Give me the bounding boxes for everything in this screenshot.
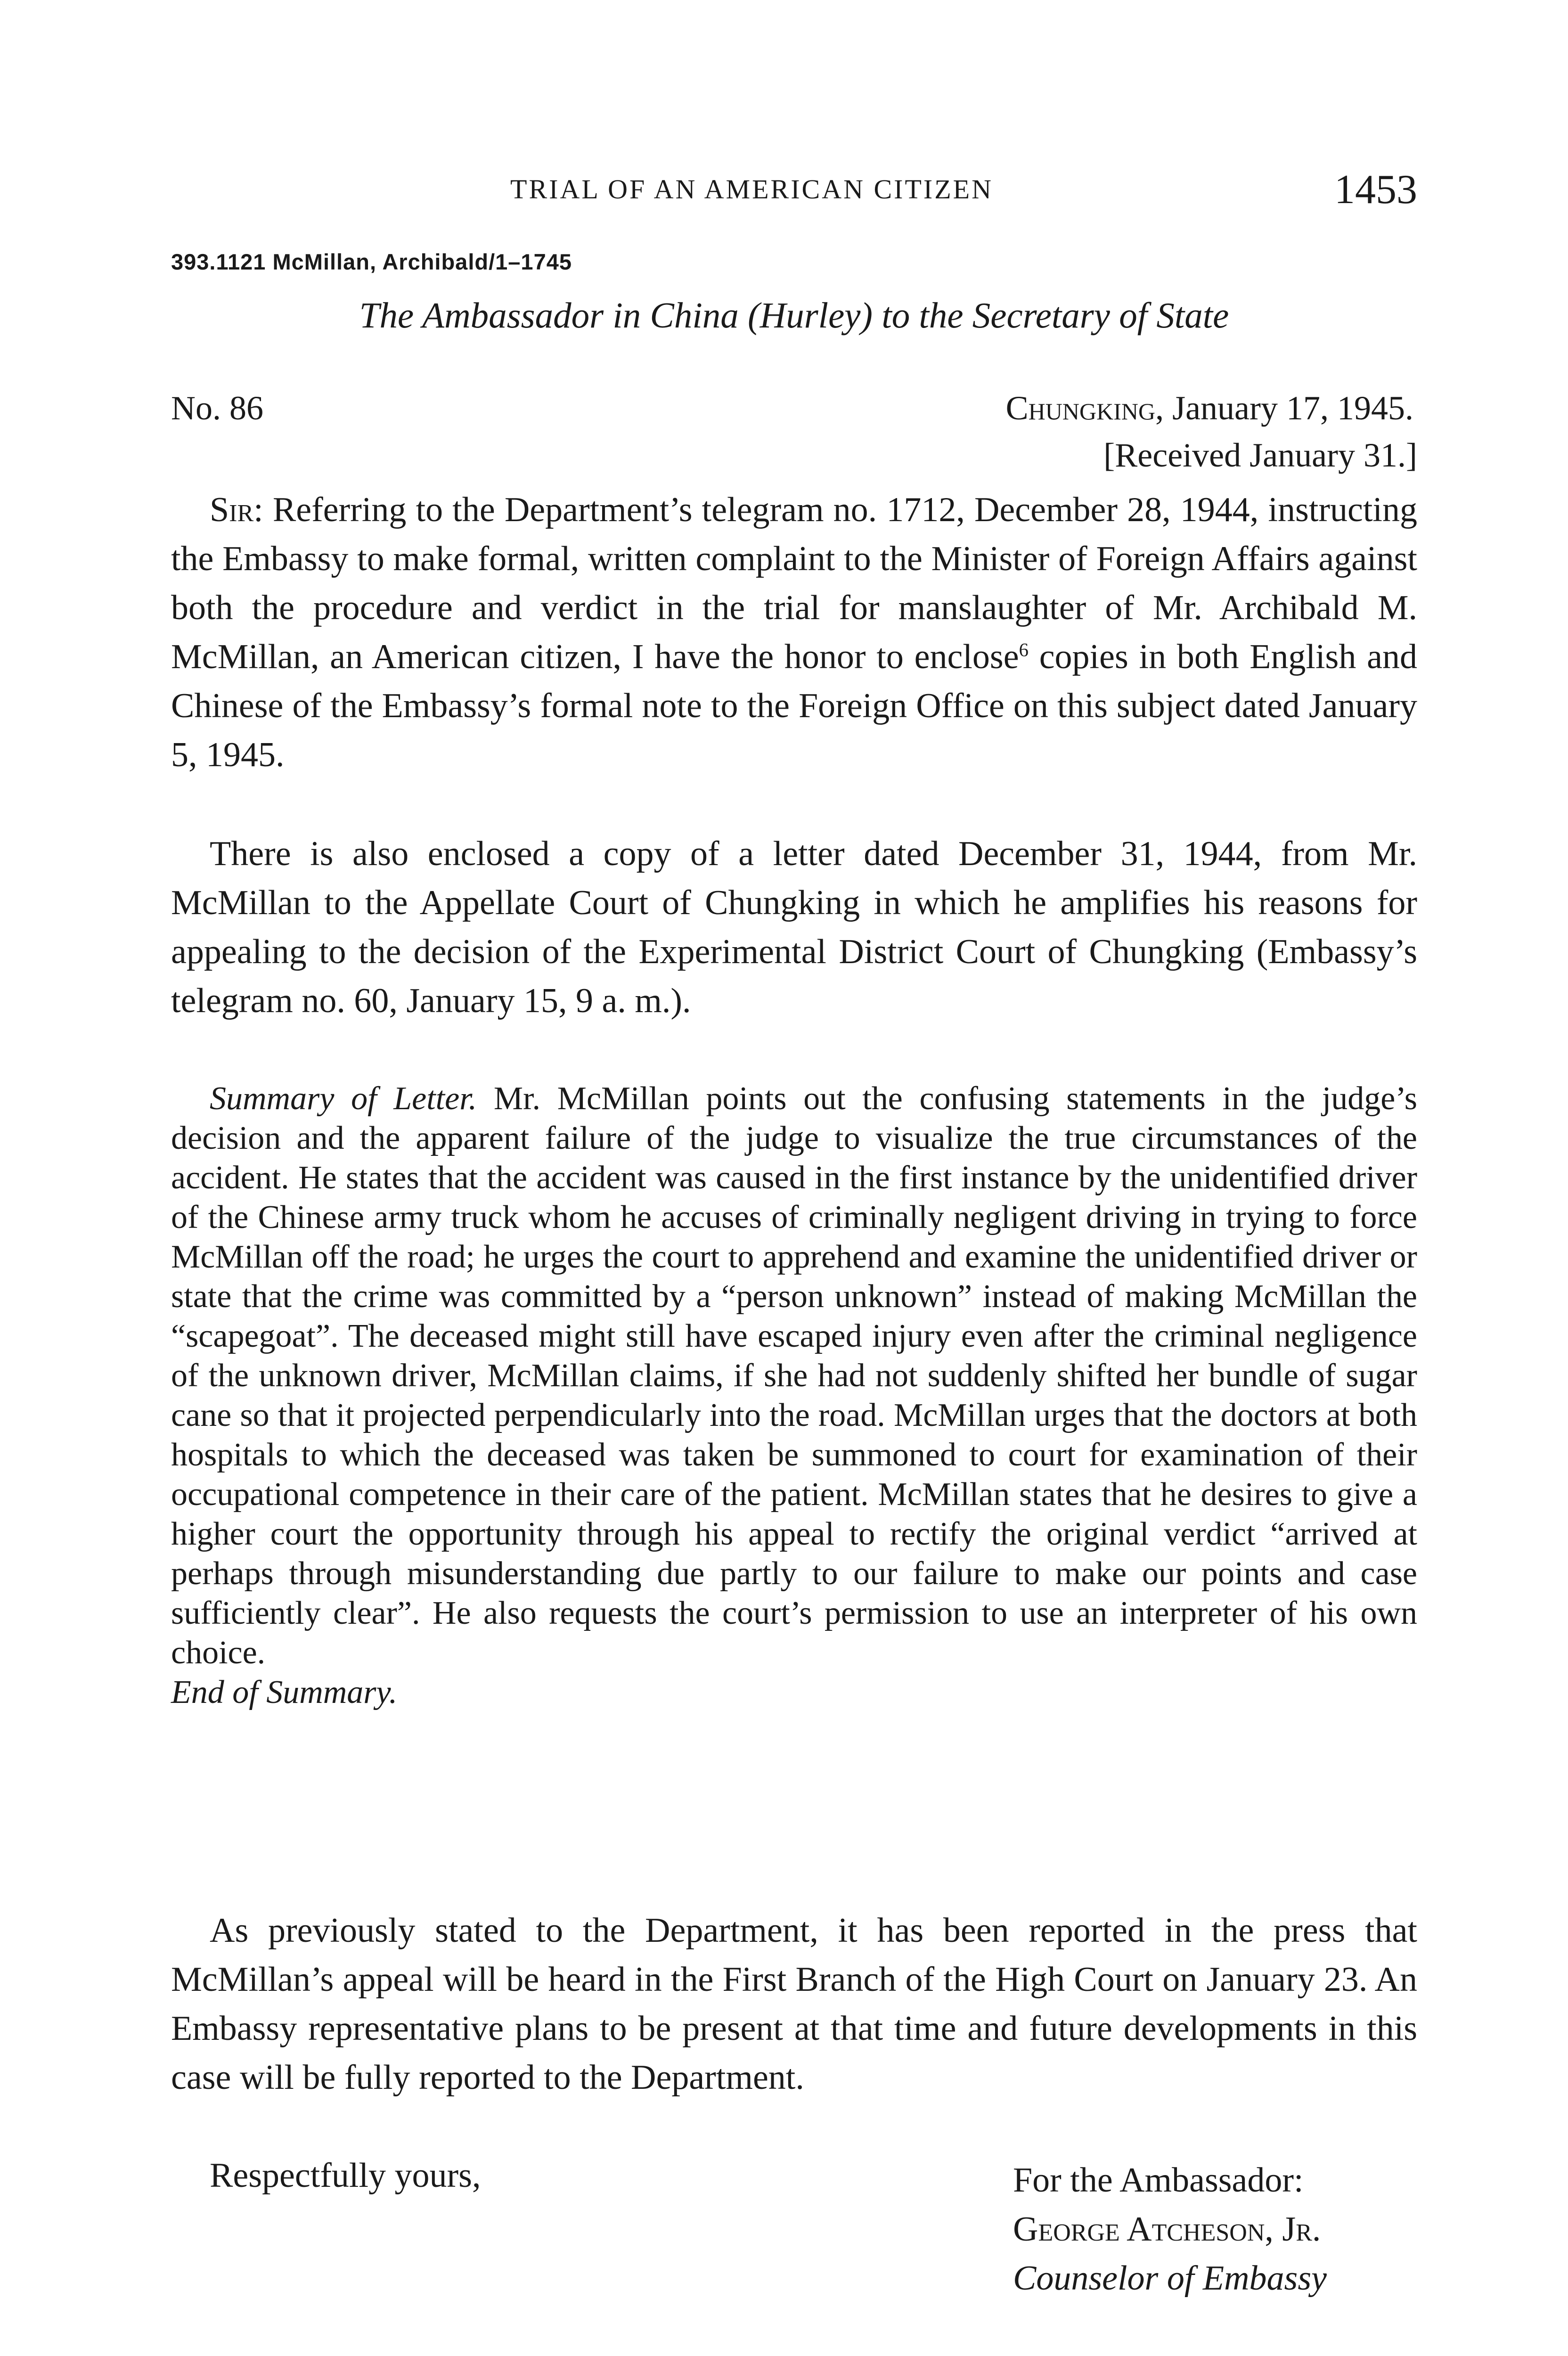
page-number: 1453 xyxy=(1334,167,1417,213)
para1-text-a: : Referring to the Department’s telegram no. 1712, December 28, 1944, instructing the Embassy to make formal, written complaint to the Minister of Foreign Affairs against both the procedure and verdict in the trial for manslaughter of Mr. Archibald M. McMillan, an American citizen, I have the honor to enclose xyxy=(171,491,1417,676)
dispatch-date-line xyxy=(1006,389,1413,428)
para1-text-b: copies in both English and Chinese of the Embassy’s formal note to the Foreign Office on this subject dated January 5, 1945. xyxy=(171,638,1417,774)
dispatch-date: , January 17, 1945. xyxy=(1155,389,1413,427)
running-title: TRIAL OF AN AMERICAN CITIZEN xyxy=(510,174,993,205)
dispatch-number: No. 86 xyxy=(171,389,263,427)
file-reference: 393.1121 McMillan, Archibald/1–1745 xyxy=(171,249,572,274)
body-paragraph-2: There is also enclosed a copy of a letter dated December 31, 1944, from Mr. McMillan to the Appellate Court of Chungking in which he amplifies his reasons for appealing to the decision of the Experimental District Court of Chungking (Embassy’s telegram no. 60, January 15, 9 a. m.). xyxy=(171,834,1417,1020)
complimentary-close: Respectfully yours, xyxy=(210,2156,481,2195)
signer-name: George Atcheson, Jr. xyxy=(1013,2210,1321,2249)
salutation: Sir xyxy=(210,491,254,529)
summary-text: Mr. McMillan points out the confusing statements in the judge’s decision and the apparent failure of the judge to visualize the true circumstances of the accident. He states that the accident was caused in the first instance by the unidentified driver of the Chinese army truck whom he accuses of criminally negligent driving in trying to force McMillan off the road; he urges the court to apprehend and examine the unidentified driver or state that the crime was committed by a “person unknown” instead of making McMillan the “scapegoat”. The deceased might still have escaped injury even after the criminal negligence of the unknown driver, McMillan claims, if she had not suddenly shifted her bundle of sugar cane so that it projected perpendicularly into the road. McMillan urges that the doctors at both hospitals to which the deceased was taken be summoned to court for examination of their occupational competence in their care of the patient. McMillan states that he desires to give a higher court the opportunity through his appeal to rectify the original verdict “arrived at perhaps through misunderstanding due partly to our failure to make our points and case sufficiently clear”. He also requests the court’s permission to use an interpreter of his own choice. xyxy=(171,1080,1418,1671)
signature-block xyxy=(1013,2156,1327,2303)
received-date: [Received January 31.] xyxy=(1103,436,1417,474)
footnote-reference: 6 xyxy=(1019,639,1029,661)
for-ambassador-line: For the Ambassador: xyxy=(1013,2161,1304,2200)
document-heading: The Ambassador in China (Hurley) to the Secretary of State xyxy=(359,295,1229,335)
dispatch-place: Chungking xyxy=(1005,389,1156,427)
signer-title: Counselor of Embassy xyxy=(1013,2259,1327,2298)
running-head xyxy=(171,167,1417,213)
summary-paragraph xyxy=(171,1079,1417,1712)
body-paragraph-4: As previously stated to the Department, it has been reported in the press that McMillan’s appeal will be heard in the First Branch of the High Court on January 23. An Embassy representative plans to be present at that time and future developments in this case will be fully reported to the Department. xyxy=(171,1911,1417,2097)
summary-label: Summary of Letter. xyxy=(210,1080,477,1117)
body-paragraph-1 xyxy=(171,485,1417,779)
summary-end: End of Summary. xyxy=(171,1674,398,1710)
